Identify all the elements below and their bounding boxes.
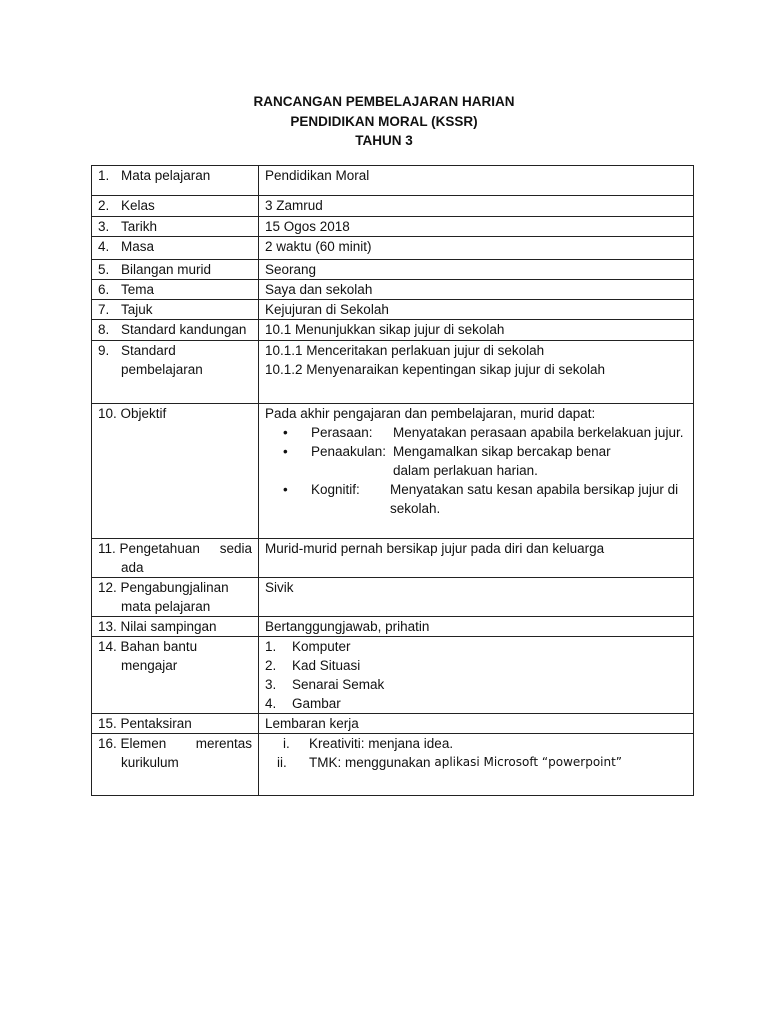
row-value: Kejujuran di Sekolah <box>259 300 694 320</box>
list-text: Gambar <box>292 696 341 711</box>
label-text: 14. Bahan bantu <box>98 639 198 654</box>
bullet-icon: • <box>283 444 288 459</box>
objective-item <box>265 480 687 499</box>
objective-item <box>265 423 687 442</box>
row-value: 3 Zamrud <box>259 196 694 217</box>
list-item <box>265 694 687 713</box>
list-item <box>265 656 687 675</box>
row-value <box>259 341 694 404</box>
label-text: mata pelajaran <box>121 599 211 614</box>
row-value: 2 waktu (60 minit) <box>259 237 694 260</box>
list-number: 1. <box>265 639 277 654</box>
table-row <box>92 260 694 280</box>
table-row <box>92 404 694 539</box>
objective-item <box>265 442 687 461</box>
table-row <box>92 734 694 796</box>
label-text: Tarikh <box>121 219 158 234</box>
title-line-1: RANCANGAN PEMBELAJARAN HARIAN <box>253 94 515 109</box>
row-label <box>92 539 259 578</box>
table-row <box>92 196 694 217</box>
list-item <box>265 734 687 753</box>
row-label: 15. Pentaksiran <box>92 714 259 734</box>
label-text: kurikulum <box>121 755 179 770</box>
bullet-icon: • <box>283 482 288 497</box>
row-value <box>259 734 694 796</box>
list-number: i. <box>283 736 290 751</box>
row-label <box>92 734 259 796</box>
label-text: 11. Pengetahuan <box>98 541 200 556</box>
row-value: Saya dan sekolah <box>259 280 694 300</box>
list-text: Kreativiti: menjana idea. <box>309 736 454 751</box>
label-text: Kelas <box>121 198 155 213</box>
row-number: 5. <box>98 262 110 277</box>
table-row <box>92 637 694 714</box>
document-header <box>0 92 768 151</box>
row-label <box>92 166 259 196</box>
row-value <box>259 404 694 539</box>
list-number: 3. <box>265 677 277 692</box>
row-label <box>92 637 259 714</box>
list-number: 4. <box>265 696 277 711</box>
objective-text: dalam perlakuan harian. <box>393 463 538 478</box>
list-text: Senarai Semak <box>292 677 385 692</box>
objective-text: Menyatakan satu kesan apabila bersikap jujur di <box>390 482 679 497</box>
list-item <box>265 675 687 694</box>
label-text: Tema <box>121 282 155 297</box>
objective-text: Menyatakan perasaan apabila berkelakuan jujur. <box>393 425 684 440</box>
objective-intro: Pada akhir pengajaran dan pembelajaran, murid dapat: <box>265 406 596 421</box>
row-label <box>92 578 259 617</box>
row-number: 1. <box>98 168 110 183</box>
row-value: 15 Ogos 2018 <box>259 217 694 237</box>
label-text: merentas <box>195 736 252 751</box>
label-text: pembelajaran <box>121 362 203 377</box>
row-number: 3. <box>98 219 110 234</box>
row-label <box>92 260 259 280</box>
label-text: 16. Elemen <box>98 736 167 751</box>
row-number: 6. <box>98 282 110 297</box>
title-line-2: PENDIDIKAN MORAL (KSSR) <box>290 113 478 129</box>
row-label <box>92 196 259 217</box>
list-text: Kad Situasi <box>292 658 361 673</box>
list-item <box>265 753 687 772</box>
row-label: 13. Nilai sampingan <box>92 617 259 637</box>
title-line-3: TAHUN 3 <box>355 133 413 148</box>
table-row <box>92 714 694 734</box>
label-text: Bilangan murid <box>121 262 212 277</box>
label-text: Standard kandungan <box>121 322 247 337</box>
objective-label: Penaakulan: <box>311 444 387 459</box>
label-text: Masa <box>121 239 155 254</box>
value-line: 10.1.2 Menyenaraikan kepentingan sikap jujur di sekolah <box>265 362 605 377</box>
objective-label: Kognitif: <box>311 482 360 497</box>
row-number: 2. <box>98 198 110 213</box>
row-number: 7. <box>98 302 110 317</box>
row-value: Seorang <box>259 260 694 280</box>
label-text: Tajuk <box>121 302 153 317</box>
list-text: Komputer <box>292 639 351 654</box>
table-row <box>92 280 694 300</box>
bullet-icon: • <box>283 425 288 440</box>
table-row <box>92 341 694 404</box>
label-text: mengajar <box>121 658 178 673</box>
label-text: 12. Pengabungjalinan <box>98 580 229 595</box>
row-value: Lembaran kerja <box>259 714 694 734</box>
objective-text: sekolah. <box>390 501 441 516</box>
table-row <box>92 237 694 260</box>
list-text: TMK: menggunakan <box>309 755 431 770</box>
table-row <box>92 617 694 637</box>
list-item <box>265 637 687 656</box>
row-value: Murid-murid pernah bersikap jujur pada diri dan keluarga <box>259 539 694 578</box>
table-row <box>92 166 694 196</box>
row-label <box>92 300 259 320</box>
table-row <box>92 300 694 320</box>
row-label <box>92 320 259 341</box>
label-text: Standard <box>121 343 176 358</box>
objective-text: Mengamalkan sikap bercakap benar <box>393 444 611 459</box>
row-value <box>259 637 694 714</box>
label-text: Mata pelajaran <box>121 168 211 183</box>
row-label <box>92 237 259 260</box>
row-number: 4. <box>98 239 110 254</box>
row-label <box>92 280 259 300</box>
row-value: Sivik <box>259 578 694 617</box>
row-number: 8. <box>98 322 110 337</box>
objective-label: Perasaan: <box>311 425 373 440</box>
row-value: 10.1 Menunjukkan sikap jujur di sekolah <box>259 320 694 341</box>
label-text: sedia <box>219 541 252 556</box>
table-row <box>92 539 694 578</box>
lesson-plan-table <box>91 165 694 796</box>
row-label: 10. Objektif <box>92 404 259 539</box>
list-text: aplikasi Microsoft “powerpoint” <box>434 755 623 769</box>
table-row <box>92 320 694 341</box>
table-row <box>92 217 694 237</box>
value-line: 10.1.1 Menceritakan perlakuan jujur di sekolah <box>265 343 545 358</box>
list-number: ii. <box>277 755 287 770</box>
row-label <box>92 341 259 404</box>
row-number: 9. <box>98 343 110 358</box>
list-number: 2. <box>265 658 277 673</box>
label-text: ada <box>121 560 144 575</box>
table-row <box>92 578 694 617</box>
row-value: Pendidikan Moral <box>259 166 694 196</box>
row-label <box>92 217 259 237</box>
row-value: Bertanggungjawab, prihatin <box>259 617 694 637</box>
